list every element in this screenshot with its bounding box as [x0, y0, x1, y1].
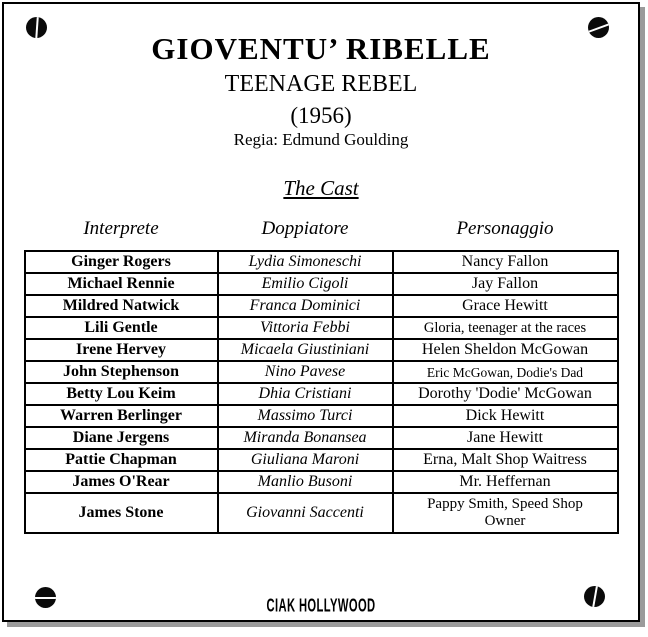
character-name: Pappy Smith, Speed Shop Owner [393, 493, 618, 533]
voice-actor-name: Franca Dominici [218, 295, 393, 317]
director-credit: Regia: Edmund Goulding [233, 129, 409, 149]
voice-actor-name: Massimo Turci [218, 405, 393, 427]
table-row [25, 339, 618, 361]
table-row [25, 493, 618, 533]
original-title: TEENAGE REBEL [224, 71, 418, 98]
table-row [25, 361, 618, 383]
character-name: Dick Hewitt [393, 405, 618, 427]
screw-icon [584, 586, 605, 607]
character-name: Jay Fallon [393, 273, 618, 295]
table-row [25, 295, 618, 317]
voice-actor-name: Micaela Giustiniani [218, 339, 393, 361]
actor-name: Ginger Rogers [25, 251, 218, 273]
actor-name: Irene Hervey [25, 339, 218, 361]
voice-actor-name: Miranda Bonansea [218, 427, 393, 449]
voice-actor-name: Giovanni Saccenti [218, 493, 393, 533]
character-name: Nancy Fallon [393, 251, 618, 273]
actor-name: Pattie Chapman [25, 449, 218, 471]
screw-icon [26, 17, 47, 38]
actor-name: James Stone [25, 493, 218, 533]
voice-actor-name: Vittoria Febbi [218, 317, 393, 339]
dubbing-credits-card [2, 2, 640, 622]
table-row [25, 317, 618, 339]
actor-name: Lili Gentle [25, 317, 218, 339]
cast-section-heading: The Cast [283, 176, 359, 201]
table-row [25, 449, 618, 471]
table-row [25, 405, 618, 427]
table-row [25, 383, 618, 405]
character-name: Erna, Malt Shop Waitress [393, 449, 618, 471]
voice-actor-name: Lydia Simoneschi [218, 251, 393, 273]
character-name: Gloria, teenager at the races [393, 317, 618, 339]
voice-actor-name: Giuliana Maroni [218, 449, 393, 471]
screw-icon [588, 17, 609, 38]
actor-name: Michael Rennie [25, 273, 218, 295]
actor-name: John Stephenson [25, 361, 218, 383]
cast-table [24, 250, 619, 534]
voice-actor-name: Emilio Cigoli [218, 273, 393, 295]
page-title: GIOVENTU’ RIBELLE [151, 31, 491, 66]
column-header-personaggio: Personaggio [456, 218, 554, 240]
column-header-doppiatore: Doppiatore [261, 218, 349, 240]
character-name: Eric McGowan, Dodie's Dad [393, 361, 618, 383]
character-name: Helen Sheldon McGowan [393, 339, 618, 361]
actor-name: Diane Jergens [25, 427, 218, 449]
voice-actor-name: Manlio Busoni [218, 471, 393, 493]
actor-name: Warren Berlinger [25, 405, 218, 427]
cast-table-column-headers [25, 218, 618, 241]
actor-name: Mildred Natwick [25, 295, 218, 317]
actor-name: Betty Lou Keim [25, 383, 218, 405]
release-year: (1956) [290, 102, 352, 128]
character-name: Grace Hewitt [393, 295, 618, 317]
character-name: Jane Hewitt [393, 427, 618, 449]
screw-icon [35, 587, 56, 608]
table-row [25, 427, 618, 449]
character-name: Mr. Heffernan [393, 471, 618, 493]
actor-name: James O'Rear [25, 471, 218, 493]
voice-actor-name: Nino Pavese [218, 361, 393, 383]
table-row [25, 251, 618, 273]
character-name: Dorothy 'Dodie' McGowan [393, 383, 618, 405]
ciak-hollywood-logo: CIAK HOLLYWOOD [266, 594, 376, 616]
voice-actor-name: Dhia Cristiani [218, 383, 393, 405]
table-row [25, 273, 618, 295]
column-header-interprete: Interprete [83, 218, 159, 240]
table-row [25, 471, 618, 493]
